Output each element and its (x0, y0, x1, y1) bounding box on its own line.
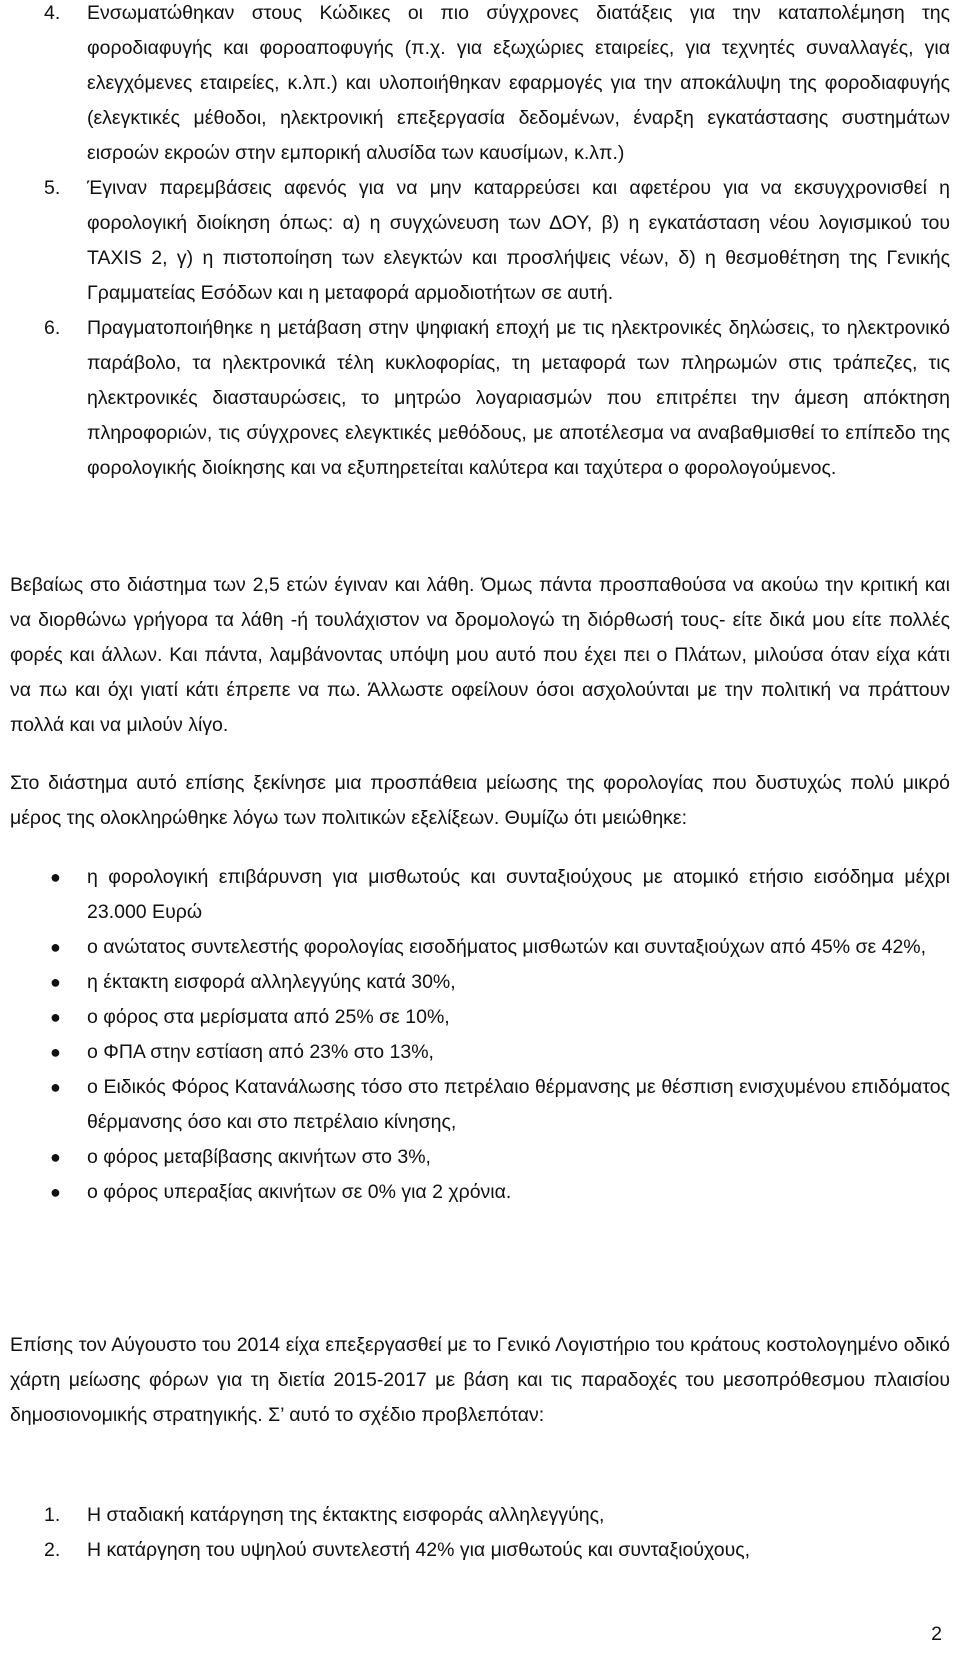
list-item-text: Πραγματοποιήθηκε η μετάβαση στην ψηφιακή εποχή με τις ηλεκτρονικές δηλώσεις, το ηλεκτρονικό παράβολο, τα ηλεκτρονικά τέλη κυκλοφορίας, τη μεταφορά των πληρωμών στις τράπεζες, τις ηλεκτρονικές διασταυρώσεις, το μητρώο λογαριασμών που επιτρέπει την άμεση απόκτηση πληροφοριών, τις σύγχρονες ελεγκτικές μεθόδους, με αποτέλεσμα να αναβαθμισθεί το επίπεδο της φορολογικής διοίκησης και να εξυπηρετείται καλύτερα και ταχύτερα ο φορολογούμενος. (87, 317, 950, 479)
paragraph-mistakes: Βεβαίως στο διάστημα των 2,5 ετών έγιναν και λάθη. Όμως πάντα προσπαθούσα να ακούω την κριτική και να διορθώνω γρήγορα τα λάθη -ή τουλάχιστον να δρομολογώ τη διόρθωσή τους- είτε δικά μου είτε πολλές φορές και άλλων. Και πάντα, λαμβάνοντας υπόψη μου αυτό που έχει πει ο Πλάτων, μιλούσα όταν είχα κάτι να πω και όχι γιατί κάτι έπρεπε να πω. Άλλωστε οφείλουν όσοι ασχολούνται με την πολιτική να πράττουν πολλά και να μιλούν λίγο. (10, 574, 950, 736)
paragraph-tax-reduction: Στο διάστημα αυτό επίσης ξεκίνησε μια προσπάθεια μείωσης της φορολογίας που δυστυχώς πολύ μικρό μέρος της ολοκληρώθηκε λόγω των πολιτικών εξελίξεων. Θυμίζω ότι μειώθηκε: (10, 772, 950, 829)
list-item-text: Η σταδιακή κατάργηση της έκτακτης εισφοράς αλληλεγγύης, (87, 1504, 605, 1526)
list-item (10, 1070, 950, 1140)
list-item (10, 930, 950, 965)
list-item-text: ο ΦΠΑ στην εστίαση από 23% στο 13%, (87, 1041, 434, 1063)
page-number: 2 (931, 1623, 942, 1645)
list-item (10, 965, 950, 1000)
list-item-text: Ενσωματώθηκαν στους Κώδικες οι πιο σύγχρονες διατάξεις για την καταπολέμηση της φοροδιαφυγής και φοροαποφυγής (π.χ. για εξωχώριες εταιρείες, για τεχνητές συναλλαγές, για ελεγχόμενες εταιρείες, κ.λπ.) και υλοποιήθηκαν εφαρμογές για την αποκάλυψη της φοροδιαφυγής (ελεγκτικές μέθοδοι, ηλεκτρονική επεξεργασία δεδομένων, έναρξη εγκατάστασης συστημάτων εισροών εκροών στην εμπορική αλυσίδα των καυσίμων, κ.λπ.) (87, 2, 950, 164)
list-item (10, 1140, 950, 1175)
bullet-icon: ● (50, 1147, 61, 1167)
list-item (10, 1498, 950, 1533)
list-item (10, 1035, 950, 1070)
list-number: 1. (44, 1504, 61, 1526)
numbered-list-reforms (10, 0, 950, 486)
bullet-list-reductions (10, 860, 950, 1210)
list-item-text: ο ανώτατος συντελεστής φορολογίας εισοδήματος μισθωτών και συνταξιούχων από 45% σε 42%, (87, 936, 927, 958)
list-item (10, 1533, 950, 1568)
bullet-icon: ● (50, 1007, 61, 1027)
list-item (10, 0, 950, 171)
paragraph-roadmap: Επίσης τον Αύγουστο του 2014 είχα επεξεργασθεί με το Γενικό Λογιστήριο του κράτους κοστολογημένο οδικό χάρτη μείωσης φόρων για τη διετία 2015-2017 με βάση και τις παραδοχές του μεσοπρόθεσμου πλαισίου δημοσιονομικής στρατηγικής. Σ’ αυτό το σχέδιο προβλεπόταν: (10, 1334, 950, 1426)
list-item-text: Έγιναν παρεμβάσεις αφενός για να μην καταρρεύσει και αφετέρου για να εκσυγχρονισθεί η φορολογική διοίκηση όπως: α) η συγχώνευση των ΔΟΥ, β) η εγκατάσταση νέου λογισμικού του TAXIS 2, γ) η πιστοποίηση των ελεγκτών και προσλήψεις νέων, δ) η θεσμοθέτηση της Γενικής Γραμματείας Εσόδων και η μεταφορά αρμοδιοτήτων σε αυτή. (87, 177, 950, 304)
list-item (10, 860, 950, 930)
list-item-text: ο φόρος στα μερίσματα από 25% σε 10%, (87, 1006, 450, 1028)
list-item (10, 1175, 950, 1210)
bullet-icon: ● (50, 972, 61, 992)
list-item-text: ο Ειδικός Φόρος Κατανάλωσης τόσο στο πετρέλαιο θέρμανσης με θέσπιση ενισχυμένου επιδόματος θέρμανσης όσο και στο πετρέλαιο κίνησης, (87, 1076, 950, 1133)
bullet-icon: ● (50, 1182, 61, 1202)
numbered-list-roadmap (10, 1498, 950, 1568)
list-item-text: ο φόρος υπεραξίας ακινήτων σε 0% για 2 χρόνια. (87, 1181, 512, 1203)
list-item (10, 171, 950, 311)
bullet-icon: ● (50, 1077, 61, 1097)
list-item (10, 1000, 950, 1035)
list-item-text: ο φόρος μεταβίβασης ακινήτων στο 3%, (87, 1146, 431, 1168)
bullet-icon: ● (50, 1042, 61, 1062)
list-number: 2. (44, 1539, 61, 1561)
list-item-text: Η κατάργηση του υψηλού συντελεστή 42% για μισθωτούς και συνταξιούχους, (87, 1539, 751, 1561)
bullet-icon: ● (50, 937, 61, 957)
list-item-text: η φορολογική επιβάρυνση για μισθωτούς και συνταξιούχους με ατομικό ετήσιο εισόδημα μέχρι 23.000 Ευρώ (87, 866, 950, 923)
list-item (10, 311, 950, 486)
list-number: 4. (44, 2, 61, 24)
list-number: 5. (44, 177, 61, 199)
bullet-icon: ● (50, 867, 61, 887)
list-item-text: η έκτακτη εισφορά αλληλεγγύης κατά 30%, (87, 971, 456, 993)
list-number: 6. (44, 317, 61, 339)
